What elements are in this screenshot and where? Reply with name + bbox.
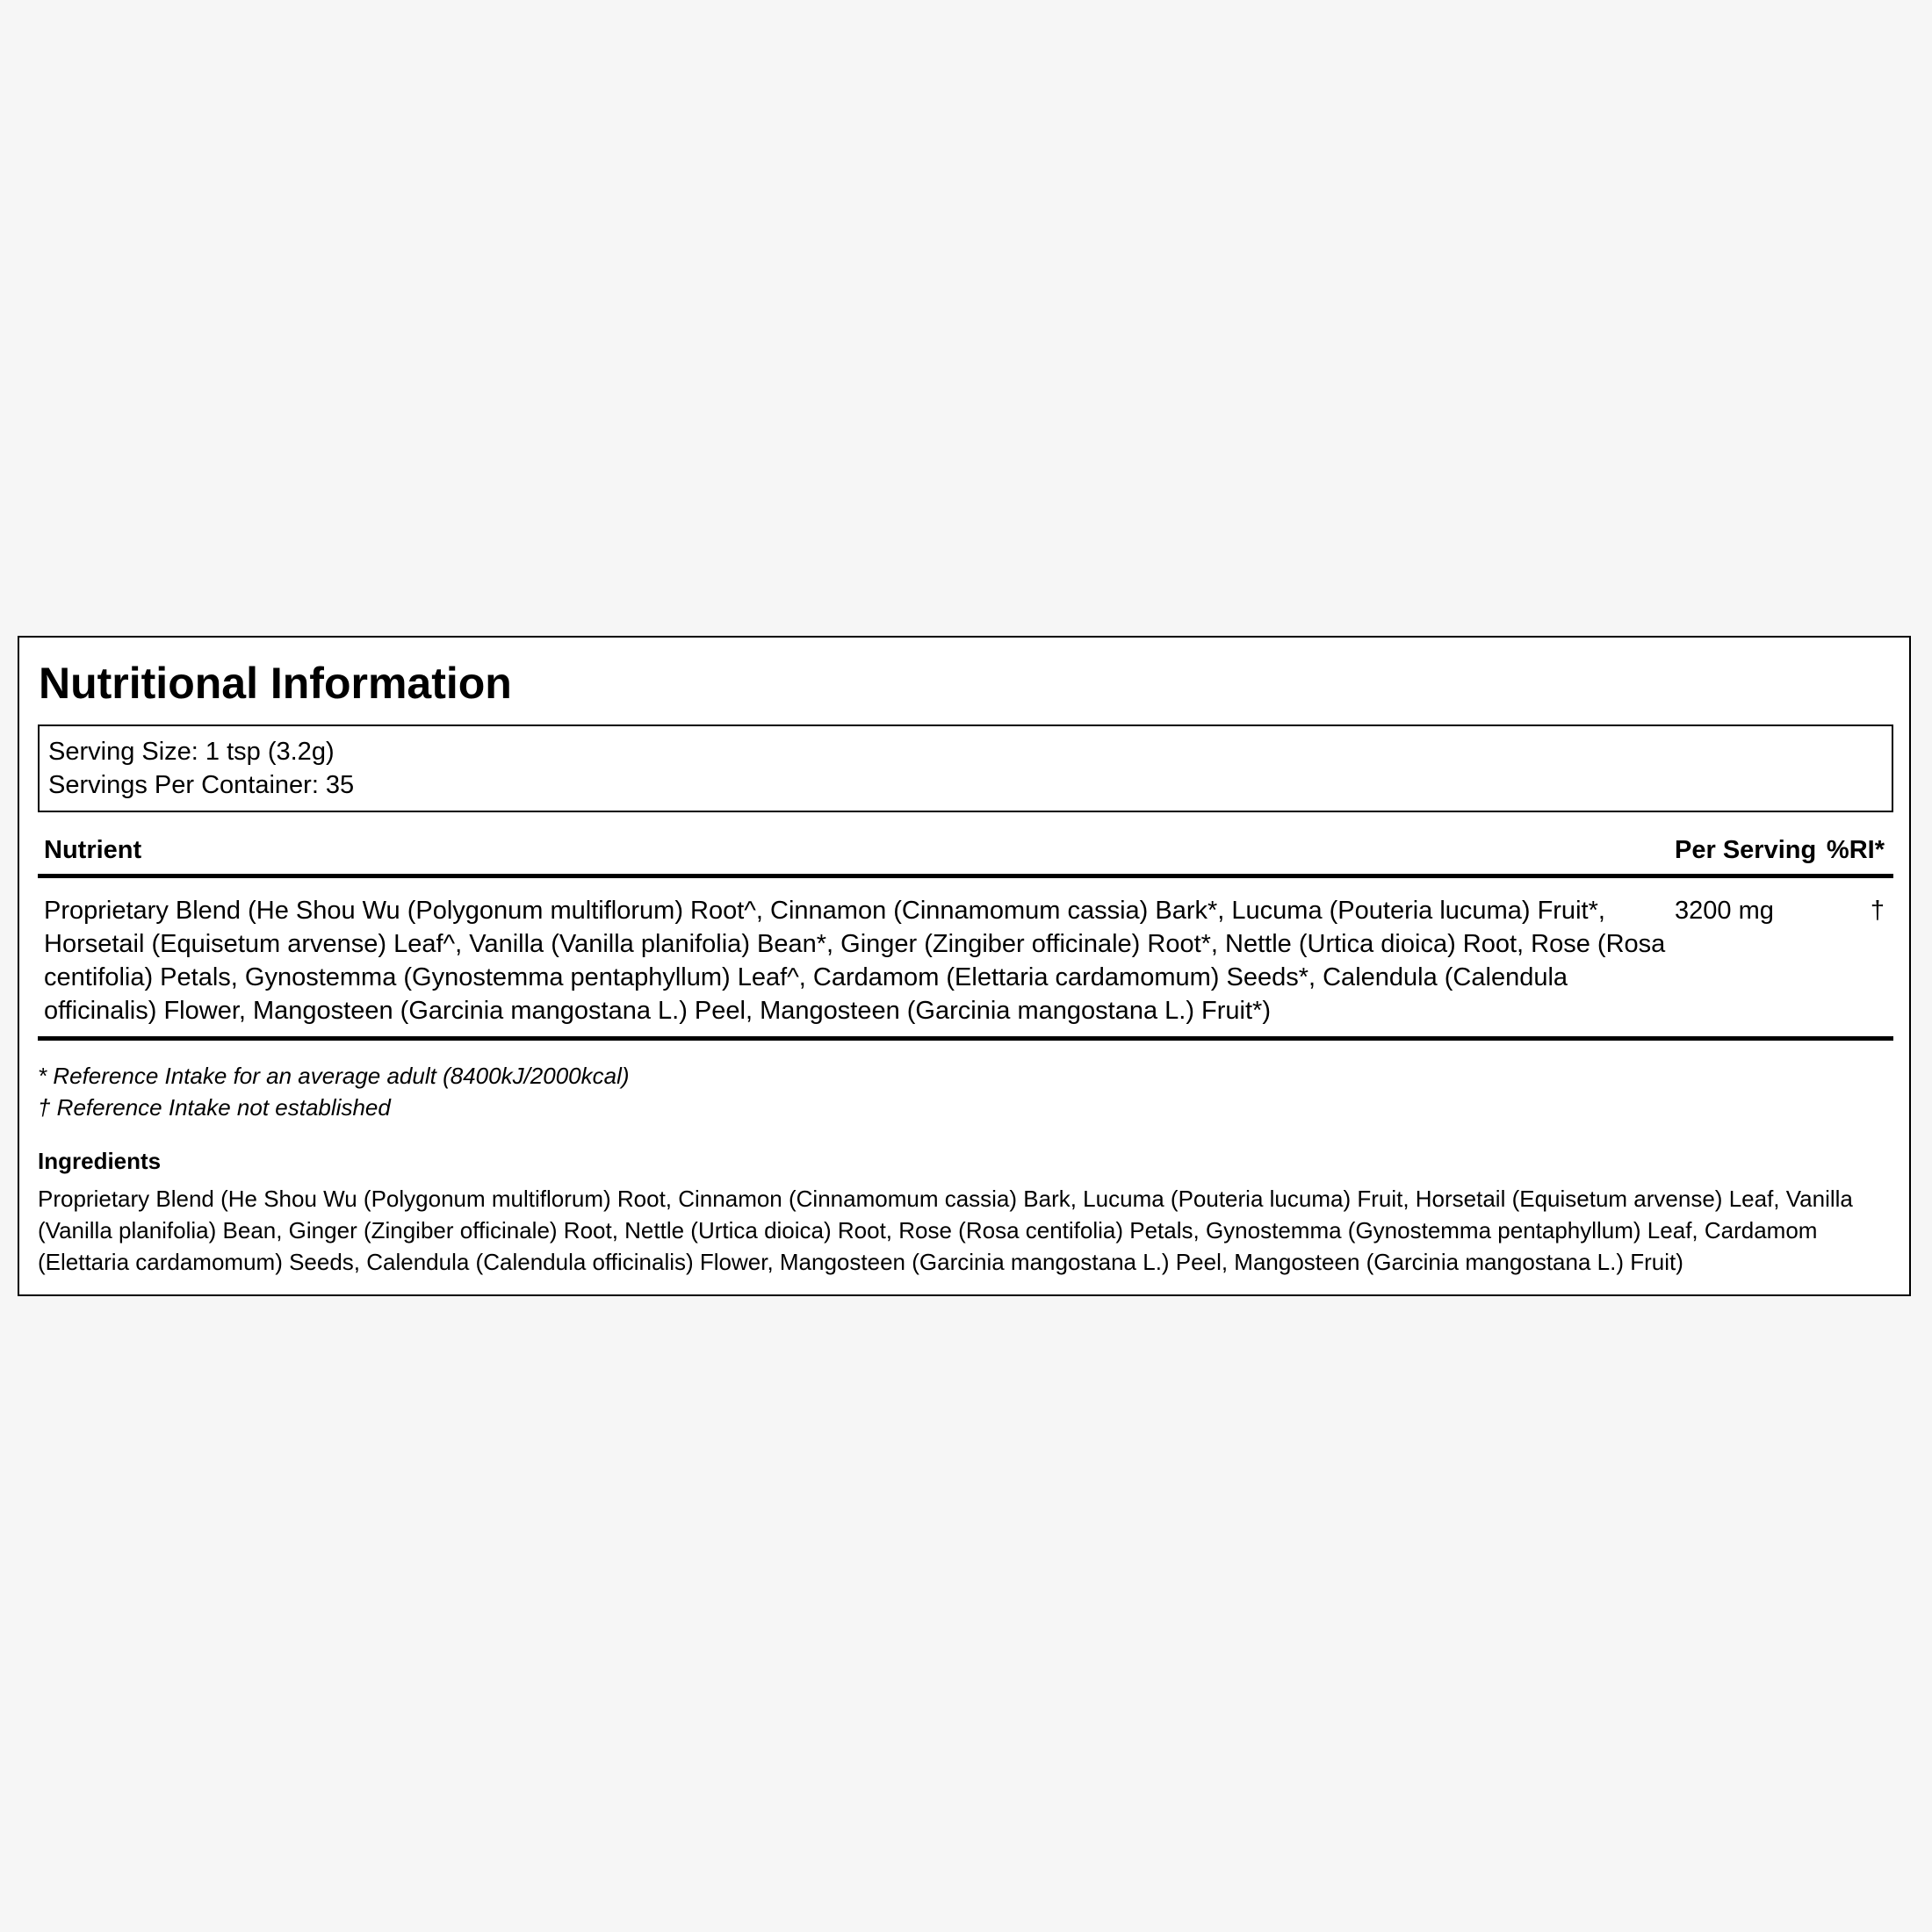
footnotes [38, 1060, 630, 1123]
column-header-per-serving: Per Serving [1675, 836, 1817, 864]
nutrient-ri: † [1870, 897, 1885, 925]
column-header-nutrient: Nutrient [44, 836, 142, 864]
label-title: Nutritional Information [39, 659, 512, 708]
ingredients-text: Proprietary Blend (He Shou Wu (Polygonum multiflorum) Root, Cinnamon (Cinnamomum cassia) Bark, Lucuma (Pouteria lucuma) Fruit, Horsetail (Equisetum arvense) Leaf, Vanilla (Vanilla planifolia) Bean, Ginger (Zingiber officinale) Root, Nettle (Urtica dioica) Root, Rose (Rosa centifolia) Petals, Gynostemma (Gynostemma pentaphyllum) Leaf, Cardamom (Elettaria cardamomum) Seeds, Calendula (Calendula officinalis) Flower, Mangosteen (Garcinia mangostana L.) Peel, Mangosteen (Garcinia mangostana L.) Fruit) [38, 1186, 1853, 1275]
nutrient-amount: 3200 mg [1675, 897, 1774, 925]
serving-info-box [38, 724, 1893, 812]
table-bottom-divider [38, 1036, 1893, 1041]
servings-per-container: Servings Per Container: 35 [48, 771, 355, 799]
nutrient-name: Proprietary Blend (He Shou Wu (Polygonum multiflorum) Root^, Cinnamon (Cinnamomum cassia) Bark*, Lucuma (Pouteria lucuma) Fruit*, Horsetail (Equisetum arvense) Leaf^, Vanilla (Vanilla planifolia) Bean*, Ginger (Zingiber officinale) Root*, Nettle (Urtica dioica) Root, Rose (Rosa centifolia) Petals, Gynostemma (Gynostemma pentaphyllum) Leaf^, Cardamom (Elettaria cardamomum) Seeds*, Calendula (Calendula officinalis) Flower, Mangosteen (Garcinia mangostana L.) Peel, Mangosteen (Garcinia mangostana L.) Fruit*) [44, 897, 1666, 1025]
ingredients-heading: Ingredients [38, 1148, 162, 1174]
footnote-not-established: † Reference Intake not established [38, 1094, 391, 1121]
serving-size: Serving Size: 1 tsp (3.2g) [48, 738, 335, 766]
table-top-divider [38, 874, 1893, 878]
footnote-reference-intake: * Reference Intake for an average adult (8400kJ/2000kcal) [38, 1063, 630, 1089]
column-header-ri: %RI* [1826, 836, 1885, 864]
nutrition-label [18, 636, 1911, 1296]
